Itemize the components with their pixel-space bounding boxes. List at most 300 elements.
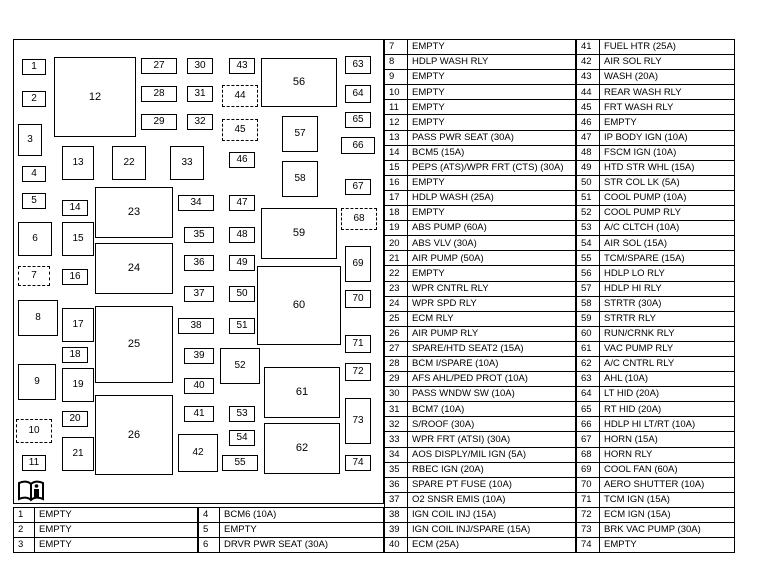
legend-row bbox=[385, 55, 576, 70]
legend-row bbox=[577, 70, 735, 85]
fuse-position-63: 63 bbox=[345, 56, 371, 74]
legend-number: 11 bbox=[385, 100, 408, 115]
legend-description: COOL FAN (60A) bbox=[600, 462, 735, 477]
legend-description: BRK VAC PUMP (30A) bbox=[600, 523, 735, 538]
legend-description: SPARE PT FUSE (10A) bbox=[408, 477, 576, 492]
legend-row bbox=[385, 70, 576, 85]
legend-number: 52 bbox=[577, 206, 600, 221]
fuse-position-53: 53 bbox=[229, 406, 255, 422]
fuse-position-6: 6 bbox=[18, 222, 52, 256]
legend-number: 59 bbox=[577, 311, 600, 326]
legend-number: 34 bbox=[385, 447, 408, 462]
legend-row bbox=[577, 266, 735, 281]
fuse-position-31: 31 bbox=[187, 86, 213, 102]
legend-row bbox=[577, 100, 735, 115]
legend-row bbox=[577, 251, 735, 266]
legend-number: 23 bbox=[385, 281, 408, 296]
legend-number: 38 bbox=[385, 507, 408, 522]
legend-description: AIR PUMP RLY bbox=[408, 326, 576, 341]
legend-description: DRVR PWR SEAT (30A) bbox=[220, 538, 384, 553]
legend-number: 55 bbox=[577, 251, 600, 266]
legend-description: O2 SNSR EMIS (10A) bbox=[408, 492, 576, 507]
fuse-position-68: 68 bbox=[341, 208, 377, 230]
legend-description: IGN COIL INJ (15A) bbox=[408, 507, 576, 522]
legend-number: 36 bbox=[385, 477, 408, 492]
legend-row bbox=[577, 206, 735, 221]
legend-number: 39 bbox=[385, 523, 408, 538]
fuse-position-61: 61 bbox=[264, 367, 340, 418]
legend-row bbox=[577, 341, 735, 356]
fuse-position-12: 12 bbox=[54, 57, 136, 137]
fuse-position-26: 26 bbox=[95, 395, 173, 475]
legend-description: COOL PUMP (10A) bbox=[600, 190, 735, 205]
legend-number: 49 bbox=[577, 160, 600, 175]
fuse-position-58: 58 bbox=[282, 161, 318, 197]
legend-description: RUN/CRNK RLY bbox=[600, 326, 735, 341]
legend-row bbox=[385, 40, 576, 55]
legend-row bbox=[577, 402, 735, 417]
legend-description: ABS PUMP (60A) bbox=[408, 221, 576, 236]
fuse-position-10: 10 bbox=[16, 419, 52, 443]
legend-row bbox=[385, 251, 576, 266]
fuse-position-49: 49 bbox=[229, 255, 255, 271]
legend-description: HORN RLY bbox=[600, 447, 735, 462]
legend-description: WPR CNTRL RLY bbox=[408, 281, 576, 296]
legend-number: 30 bbox=[385, 387, 408, 402]
legend-number: 5 bbox=[199, 523, 220, 538]
legend-description: EMPTY bbox=[35, 508, 198, 523]
legend-number: 48 bbox=[577, 145, 600, 160]
legend-number: 54 bbox=[577, 236, 600, 251]
legend-row bbox=[385, 387, 576, 402]
legend-number: 53 bbox=[577, 221, 600, 236]
legend-table-bottom-2 bbox=[198, 507, 384, 553]
legend-number: 42 bbox=[577, 55, 600, 70]
fuse-position-24: 24 bbox=[95, 243, 173, 294]
fuse-position-56: 56 bbox=[261, 58, 337, 107]
fuse-position-64: 64 bbox=[345, 85, 371, 103]
legend-number: 28 bbox=[385, 356, 408, 371]
legend-row bbox=[385, 160, 576, 175]
legend-row bbox=[385, 281, 576, 296]
fuse-position-71: 71 bbox=[345, 335, 371, 353]
fuse-position-52: 52 bbox=[220, 348, 260, 384]
legend-description: BCM5 (15A) bbox=[408, 145, 576, 160]
legend-number: 8 bbox=[385, 55, 408, 70]
legend-number: 69 bbox=[577, 462, 600, 477]
legend-description: HDLP HI LT/RT (10A) bbox=[600, 417, 735, 432]
fuse-position-47: 47 bbox=[229, 195, 255, 211]
fuse-position-55: 55 bbox=[222, 455, 258, 471]
fuse-position-36: 36 bbox=[184, 255, 214, 271]
legend-row bbox=[385, 372, 576, 387]
legend-number: 37 bbox=[385, 492, 408, 507]
fuse-position-54: 54 bbox=[229, 430, 255, 446]
legend-description: EMPTY bbox=[408, 266, 576, 281]
legend-description: EMPTY bbox=[220, 523, 384, 538]
legend-row bbox=[385, 206, 576, 221]
fuse-position-40: 40 bbox=[184, 378, 214, 394]
fuse-position-15: 15 bbox=[62, 222, 94, 256]
legend-row bbox=[14, 538, 198, 553]
legend-description: TCM/SPARE (15A) bbox=[600, 251, 735, 266]
legend-number: 15 bbox=[385, 160, 408, 175]
legend-description: ABS VLV (30A) bbox=[408, 236, 576, 251]
legend-row bbox=[385, 190, 576, 205]
legend-description: STRTR RLY bbox=[600, 311, 735, 326]
legend-description: ECM IGN (15A) bbox=[600, 507, 735, 522]
legend-description: BCM6 (10A) bbox=[220, 508, 384, 523]
legend-description: FRT WASH RLY bbox=[600, 100, 735, 115]
legend-number: 35 bbox=[385, 462, 408, 477]
legend-description: AFS AHL/PED PROT (10A) bbox=[408, 372, 576, 387]
legend-row bbox=[385, 115, 576, 130]
legend-description: IGN COIL INJ/SPARE (15A) bbox=[408, 523, 576, 538]
legend-row bbox=[577, 160, 735, 175]
fuse-position-41: 41 bbox=[184, 406, 214, 422]
legend-description: LT HID (20A) bbox=[600, 387, 735, 402]
fuse-position-16: 16 bbox=[62, 269, 88, 285]
legend-row bbox=[577, 311, 735, 326]
legend-row bbox=[385, 356, 576, 371]
legend-number: 43 bbox=[577, 70, 600, 85]
legend-row bbox=[577, 356, 735, 371]
legend-row bbox=[577, 115, 735, 130]
fuse-position-72: 72 bbox=[345, 363, 371, 381]
fuse-position-22: 22 bbox=[112, 146, 146, 180]
fuse-position-20: 20 bbox=[62, 411, 88, 427]
legend-description: EMPTY bbox=[408, 40, 576, 55]
legend-row bbox=[385, 523, 576, 538]
fuse-position-57: 57 bbox=[282, 116, 318, 152]
legend-row bbox=[14, 508, 198, 523]
legend-description: AIR PUMP (50A) bbox=[408, 251, 576, 266]
fuse-position-37: 37 bbox=[184, 286, 214, 302]
legend-number: 44 bbox=[577, 85, 600, 100]
legend-row bbox=[385, 462, 576, 477]
fuse-position-33: 33 bbox=[170, 146, 204, 180]
legend-number: 51 bbox=[577, 190, 600, 205]
legend-description: PEPS (ATS)/WPR FRT (CTS) (30A) bbox=[408, 160, 576, 175]
legend-description: EMPTY bbox=[600, 538, 735, 553]
owners-manual-icon bbox=[17, 480, 45, 502]
legend-description: WASH (20A) bbox=[600, 70, 735, 85]
legend-description: TCM IGN (15A) bbox=[600, 492, 735, 507]
legend-row bbox=[577, 462, 735, 477]
legend-row bbox=[385, 266, 576, 281]
legend-row bbox=[577, 507, 735, 522]
fuse-position-17: 17 bbox=[62, 308, 94, 342]
fuse-position-50: 50 bbox=[229, 286, 255, 302]
legend-description: EMPTY bbox=[408, 70, 576, 85]
fuse-position-59: 59 bbox=[261, 208, 337, 259]
legend-number: 31 bbox=[385, 402, 408, 417]
fuse-position-25: 25 bbox=[95, 306, 173, 383]
fuse-position-70: 70 bbox=[345, 290, 371, 308]
legend-description: EMPTY bbox=[600, 115, 735, 130]
legend-number: 27 bbox=[385, 341, 408, 356]
legend-number: 68 bbox=[577, 447, 600, 462]
fuse-position-5: 5 bbox=[22, 193, 46, 209]
legend-number: 9 bbox=[385, 70, 408, 85]
fuse-position-65: 65 bbox=[345, 112, 371, 128]
fuse-position-45: 45 bbox=[222, 119, 258, 141]
legend-number: 65 bbox=[577, 402, 600, 417]
legend-row bbox=[385, 311, 576, 326]
legend-row bbox=[385, 221, 576, 236]
fuse-position-34: 34 bbox=[178, 195, 214, 211]
fuse-position-11: 11 bbox=[22, 455, 46, 471]
legend-row bbox=[385, 447, 576, 462]
legend-number: 56 bbox=[577, 266, 600, 281]
fuse-position-21: 21 bbox=[62, 437, 94, 471]
legend-number: 1 bbox=[14, 508, 35, 523]
legend-row bbox=[577, 372, 735, 387]
legend-description: PASS WNDW SW (10A) bbox=[408, 387, 576, 402]
legend-number: 33 bbox=[385, 432, 408, 447]
legend-row bbox=[577, 432, 735, 447]
legend-number: 29 bbox=[385, 372, 408, 387]
legend-row bbox=[577, 447, 735, 462]
legend-row bbox=[577, 190, 735, 205]
legend-description: HORN (15A) bbox=[600, 432, 735, 447]
legend-description: COOL PUMP RLY bbox=[600, 206, 735, 221]
legend-description: VAC PUMP RLY bbox=[600, 341, 735, 356]
legend-number: 14 bbox=[385, 145, 408, 160]
legend-description: PASS PWR SEAT (30A) bbox=[408, 130, 576, 145]
legend-row bbox=[577, 130, 735, 145]
legend-number: 74 bbox=[577, 538, 600, 553]
legend-row bbox=[385, 341, 576, 356]
legend-row bbox=[385, 85, 576, 100]
legend-row bbox=[385, 296, 576, 311]
legend-number: 46 bbox=[577, 115, 600, 130]
legend-row bbox=[385, 175, 576, 190]
legend-row bbox=[199, 523, 384, 538]
fuse-position-8: 8 bbox=[18, 300, 58, 336]
legend-description: FUEL HTR (25A) bbox=[600, 40, 735, 55]
fuse-position-73: 73 bbox=[345, 398, 371, 444]
fuse-position-13: 13 bbox=[62, 146, 94, 180]
fuse-position-60: 60 bbox=[257, 266, 341, 345]
fuse-position-2: 2 bbox=[22, 91, 46, 107]
legend-number: 18 bbox=[385, 206, 408, 221]
fuse-position-28: 28 bbox=[141, 86, 177, 102]
legend-row bbox=[385, 492, 576, 507]
legend-description: BCM I/SPARE (10A) bbox=[408, 356, 576, 371]
legend-row bbox=[385, 477, 576, 492]
legend-number: 45 bbox=[577, 100, 600, 115]
legend-row bbox=[385, 100, 576, 115]
legend-description: EMPTY bbox=[408, 175, 576, 190]
legend-row bbox=[577, 387, 735, 402]
legend-row bbox=[577, 145, 735, 160]
legend-table-bottom-1 bbox=[13, 507, 198, 553]
fuse-position-32: 32 bbox=[187, 114, 213, 130]
legend-table-right-2 bbox=[576, 39, 735, 553]
legend-description: HDLP LO RLY bbox=[600, 266, 735, 281]
fuse-position-48: 48 bbox=[229, 227, 255, 243]
legend-number: 3 bbox=[14, 538, 35, 553]
legend-description: ECM RLY bbox=[408, 311, 576, 326]
legend-row bbox=[385, 538, 576, 553]
fuse-position-9: 9 bbox=[18, 364, 56, 400]
legend-number: 63 bbox=[577, 372, 600, 387]
legend-description: WPR SPD RLY bbox=[408, 296, 576, 311]
legend-number: 67 bbox=[577, 432, 600, 447]
legend-row bbox=[577, 175, 735, 190]
legend-row bbox=[577, 236, 735, 251]
legend-number: 64 bbox=[577, 387, 600, 402]
legend-row bbox=[577, 296, 735, 311]
legend-number: 57 bbox=[577, 281, 600, 296]
legend-number: 26 bbox=[385, 326, 408, 341]
fuse-position-44: 44 bbox=[222, 85, 258, 107]
legend-description: IP BODY IGN (10A) bbox=[600, 130, 735, 145]
legend-row bbox=[385, 507, 576, 522]
fuse-position-23: 23 bbox=[95, 187, 173, 238]
legend-row bbox=[199, 538, 384, 553]
legend-number: 73 bbox=[577, 523, 600, 538]
legend-description: AOS DISPLY/MIL IGN (5A) bbox=[408, 447, 576, 462]
legend-row bbox=[385, 130, 576, 145]
legend-row bbox=[577, 538, 735, 553]
legend-description: RT HID (20A) bbox=[600, 402, 735, 417]
legend-description: A/C CNTRL RLY bbox=[600, 356, 735, 371]
legend-row bbox=[385, 432, 576, 447]
legend-description: AERO SHUTTER (10A) bbox=[600, 477, 735, 492]
fuse-position-38: 38 bbox=[178, 318, 214, 334]
legend-number: 13 bbox=[385, 130, 408, 145]
fuse-position-51: 51 bbox=[229, 318, 255, 334]
fuse-position-67: 67 bbox=[345, 179, 371, 195]
fuse-position-29: 29 bbox=[141, 114, 177, 130]
legend-number: 62 bbox=[577, 356, 600, 371]
legend-description: STRTR (30A) bbox=[600, 296, 735, 311]
legend-description: HDLP WASH RLY bbox=[408, 55, 576, 70]
legend-description: STR COL LK (5A) bbox=[600, 175, 735, 190]
legend-row bbox=[199, 508, 384, 523]
legend-description: S/ROOF (30A) bbox=[408, 417, 576, 432]
legend-number: 19 bbox=[385, 221, 408, 236]
legend-description: EMPTY bbox=[408, 115, 576, 130]
legend-row bbox=[577, 492, 735, 507]
legend-row bbox=[577, 523, 735, 538]
fuse-position-30: 30 bbox=[187, 58, 213, 74]
fuse-position-14: 14 bbox=[62, 200, 88, 216]
legend-description: FSCM IGN (10A) bbox=[600, 145, 735, 160]
fuse-position-42: 42 bbox=[178, 434, 218, 472]
legend-number: 32 bbox=[385, 417, 408, 432]
legend-number: 6 bbox=[199, 538, 220, 553]
fuse-position-69: 69 bbox=[345, 246, 371, 282]
legend-description: AHL (10A) bbox=[600, 372, 735, 387]
legend-number: 72 bbox=[577, 507, 600, 522]
legend-row bbox=[577, 281, 735, 296]
fuse-position-19: 19 bbox=[62, 368, 94, 402]
fuse-position-3: 3 bbox=[18, 124, 42, 156]
fuse-position-27: 27 bbox=[141, 58, 177, 74]
legend-description: EMPTY bbox=[408, 85, 576, 100]
legend-number: 10 bbox=[385, 85, 408, 100]
legend-description: HDLP WASH (25A) bbox=[408, 190, 576, 205]
legend-row bbox=[385, 326, 576, 341]
fuse-position-4: 4 bbox=[22, 166, 46, 182]
legend-row bbox=[577, 417, 735, 432]
legend-description: AIR SOL (15A) bbox=[600, 236, 735, 251]
legend-number: 7 bbox=[385, 40, 408, 55]
legend-number: 24 bbox=[385, 296, 408, 311]
legend-number: 21 bbox=[385, 251, 408, 266]
legend-description: REAR WASH RLY bbox=[600, 85, 735, 100]
legend-number: 22 bbox=[385, 266, 408, 281]
legend-description: EMPTY bbox=[35, 523, 198, 538]
legend-description: HTD STR WHL (15A) bbox=[600, 160, 735, 175]
legend-number: 2 bbox=[14, 523, 35, 538]
legend-number: 25 bbox=[385, 311, 408, 326]
legend-number: 12 bbox=[385, 115, 408, 130]
legend-table-right-1 bbox=[384, 39, 576, 553]
legend-row bbox=[14, 523, 198, 538]
legend-description: EMPTY bbox=[408, 206, 576, 221]
fuse-position-35: 35 bbox=[184, 227, 214, 243]
legend-number: 40 bbox=[385, 538, 408, 553]
legend-row bbox=[385, 145, 576, 160]
legend-description: AIR SOL RLY bbox=[600, 55, 735, 70]
fuse-position-74: 74 bbox=[345, 455, 371, 471]
legend-number: 41 bbox=[577, 40, 600, 55]
fuse-position-18: 18 bbox=[62, 347, 88, 363]
legend-description: RBEC IGN (20A) bbox=[408, 462, 576, 477]
legend-number: 71 bbox=[577, 492, 600, 507]
legend-description: BCM7 (10A) bbox=[408, 402, 576, 417]
legend-number: 4 bbox=[199, 508, 220, 523]
legend-number: 47 bbox=[577, 130, 600, 145]
legend-row bbox=[577, 326, 735, 341]
legend-number: 60 bbox=[577, 326, 600, 341]
legend-description: EMPTY bbox=[408, 100, 576, 115]
fuse-position-43: 43 bbox=[229, 58, 255, 74]
legend-number: 16 bbox=[385, 175, 408, 190]
legend-number: 70 bbox=[577, 477, 600, 492]
legend-number: 66 bbox=[577, 417, 600, 432]
fuse-position-7: 7 bbox=[18, 266, 50, 286]
legend-row bbox=[577, 221, 735, 236]
legend-description: A/C CLTCH (10A) bbox=[600, 221, 735, 236]
legend-number: 50 bbox=[577, 175, 600, 190]
legend-description: HDLP HI RLY bbox=[600, 281, 735, 296]
fuse-position-39: 39 bbox=[184, 348, 214, 364]
legend-number: 17 bbox=[385, 190, 408, 205]
legend-description: ECM (25A) bbox=[408, 538, 576, 553]
legend-description: SPARE/HTD SEAT2 (15A) bbox=[408, 341, 576, 356]
legend-row bbox=[577, 85, 735, 100]
legend-row bbox=[577, 40, 735, 55]
legend-row bbox=[577, 477, 735, 492]
legend-number: 58 bbox=[577, 296, 600, 311]
legend-number: 61 bbox=[577, 341, 600, 356]
legend-row bbox=[577, 55, 735, 70]
legend-row bbox=[385, 417, 576, 432]
legend-description: EMPTY bbox=[35, 538, 198, 553]
fuse-position-66: 66 bbox=[341, 137, 375, 154]
legend-row bbox=[385, 236, 576, 251]
fuse-position-62: 62 bbox=[264, 423, 340, 474]
legend-row bbox=[385, 402, 576, 417]
legend-number: 20 bbox=[385, 236, 408, 251]
fuse-position-1: 1 bbox=[22, 59, 46, 75]
legend-description: WPR FRT (ATSI) (30A) bbox=[408, 432, 576, 447]
